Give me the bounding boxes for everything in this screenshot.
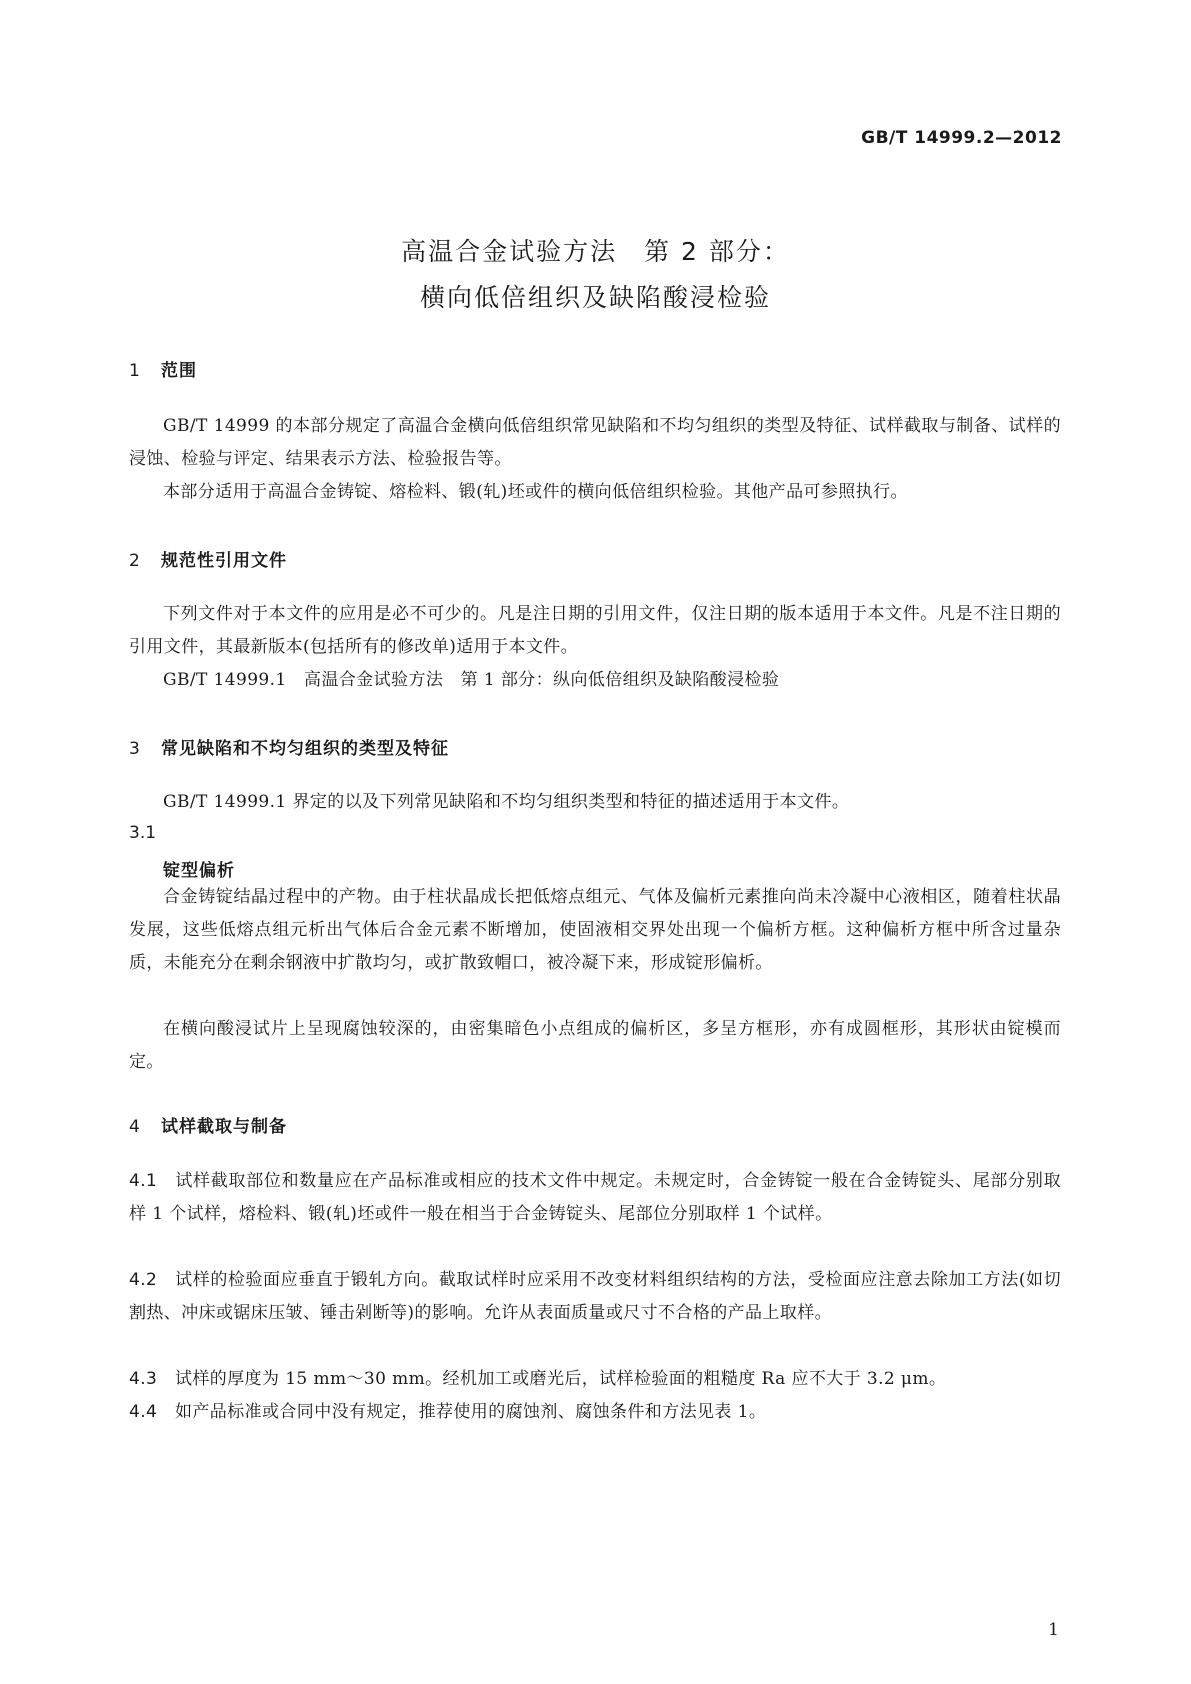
clause-number: 4.1 bbox=[129, 1171, 158, 1191]
clause-number: 4.2 bbox=[129, 1270, 158, 1290]
clause-text: 试样截取部位和数量应在产品标准或相应的技术文件中规定。未规定时，合金铸锭一般在合金铸锭头、尾部分别取样 1 个试样，熔检料、锻(轧)坯或件一般在相当于合金铸锭头、尾部位分别取样 1 个试样。 bbox=[129, 1171, 1061, 1224]
normative-reference: GB/T 14999.1 高温合金试验方法 第 1 部分：纵向低倍组织及缺陷酸浸检验 bbox=[163, 670, 780, 690]
clause-3-1-note: 在横向酸浸试片上呈现腐蚀较深的，由密集暗色小点组成的偏析区，多呈方框形，亦有成圆框形，其形状由锭模而定。 bbox=[129, 1019, 1061, 1072]
clause-text: 试样的检验面应垂直于锻轧方向。截取试样时应采用不改变材料组织结构的方法，受检面应注意去除加工方法(如切割热、冲床或锯床压皱、锤击剁断等)的影响。允许从表面质量或尺寸不合格的产品上取样。 bbox=[129, 1270, 1061, 1323]
clause-3-1-definition: 合金铸锭结晶过程中的产物。由于柱状晶成长把低熔点组元、气体及偏析元素推向尚未冷凝中心液相区，随着柱状晶发展，这些低熔点组元析出气体后合金元素不断增加，使固液相交界处出现一个偏析方框。这种偏析方框中所含过量杂质，未能充分在剩余钢液中扩散均匀，或扩散致帽口，被冷凝下来，形成锭形偏析。 bbox=[129, 887, 1061, 973]
section-1-paragraph-2: 本部分适用于高温合金铸锭、熔检料、锻(轧)坯或件的横向低倍组织检验。其他产品可参照执行。 bbox=[163, 482, 908, 502]
section-1-heading bbox=[129, 356, 197, 381]
clause-4-4 bbox=[129, 1396, 1061, 1429]
clause-4-1 bbox=[129, 1165, 1061, 1231]
section-title: 范围 bbox=[161, 361, 197, 381]
section-number: 2 bbox=[129, 551, 141, 571]
section-number: 3 bbox=[129, 739, 141, 759]
section-1-paragraph-1: GB/T 14999 的本部分规定了高温合金横向低倍组织常见缺陷和不均匀组织的类型及特征、试样截取与制备、试样的浸蚀、检验与评定、结果表示方法、检验报告等。 bbox=[129, 416, 1061, 469]
clause-number: 4.4 bbox=[129, 1402, 158, 1422]
section-number: 1 bbox=[129, 361, 141, 381]
document-title-line2: 横向低倍组织及缺陷酸浸检验 bbox=[419, 283, 771, 312]
section-4-heading bbox=[129, 1112, 287, 1137]
term-ingot-segregation: 锭型偏析 bbox=[163, 861, 235, 881]
clause-number: 4.3 bbox=[129, 1369, 158, 1389]
page-number: 1 bbox=[1048, 1620, 1059, 1640]
standard-code: GB/T 14999.2—2012 bbox=[861, 128, 1062, 148]
section-number: 4 bbox=[129, 1117, 141, 1137]
section-title: 试样截取与制备 bbox=[161, 1117, 287, 1137]
section-2-heading bbox=[129, 546, 287, 571]
clause-text: 试样的厚度为 15 mm～30 mm。经机加工或磨光后，试样检验面的粗糙度 Ra 应不大于 3.2 μm。 bbox=[175, 1369, 947, 1389]
section-title: 常见缺陷和不均匀组织的类型及特征 bbox=[161, 739, 449, 759]
section-3-heading bbox=[129, 734, 449, 759]
section-2-paragraph-1: 下列文件对于本文件的应用是必不可少的。凡是注日期的引用文件，仅注日期的版本适用于本文件。凡是不注日期的引用文件，其最新版本(包括所有的修改单)适用于本文件。 bbox=[129, 604, 1061, 657]
document-title-line1: 高温合金试验方法 第 2 部分： bbox=[401, 237, 790, 266]
section-title: 规范性引用文件 bbox=[161, 551, 287, 571]
section-3-paragraph-1: GB/T 14999.1 界定的以及下列常见缺陷和不均匀组织类型和特征的描述适用于本文件。 bbox=[163, 792, 850, 812]
clause-4-3 bbox=[129, 1363, 1061, 1396]
clause-4-2 bbox=[129, 1264, 1061, 1330]
clause-3-1-number: 3.1 bbox=[129, 823, 157, 843]
clause-text: 如产品标准或合同中没有规定，推荐使用的腐蚀剂、腐蚀条件和方法见表 1。 bbox=[175, 1402, 767, 1422]
